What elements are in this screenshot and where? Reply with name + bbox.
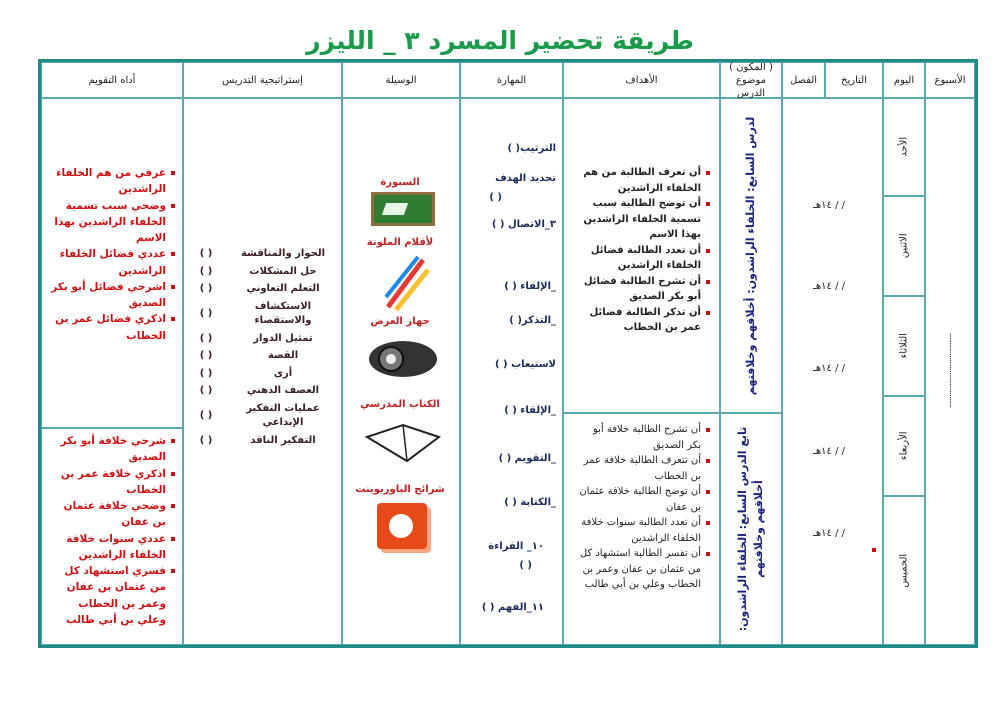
strategy-mark: ( ) bbox=[199, 283, 213, 294]
strategy-mark: ( ) bbox=[199, 385, 213, 396]
strategy-label: تمثيل الدوار bbox=[253, 332, 313, 344]
date-value: / / ١٤هـ bbox=[812, 446, 846, 457]
evaluation-list bbox=[48, 433, 176, 628]
objectives-cell bbox=[563, 413, 720, 645]
skill-item: ١٠_ القراءة bbox=[488, 541, 544, 552]
objective-item: أن تعدد الطالبة سنوات خلافة الخلفاء الراشدين bbox=[578, 515, 711, 546]
strategy-item bbox=[188, 300, 337, 329]
skill-item: ( ) bbox=[489, 192, 502, 203]
objectives-list bbox=[578, 165, 711, 336]
strategy-mark: ( ) bbox=[199, 332, 213, 344]
blackboard-icon bbox=[371, 192, 435, 226]
strategy-item bbox=[188, 367, 337, 382]
day-label: الثلاثاء bbox=[898, 333, 910, 359]
skill-item: تحديد الهدف bbox=[495, 173, 556, 184]
evaluation-item: وضحي خلافة عثمان بن عفان bbox=[48, 498, 176, 531]
header-subject-line2: موضوع الدرس bbox=[735, 74, 767, 99]
skill-item: _الإلقاء ( ) bbox=[504, 281, 556, 292]
strategy-label: التفكير الناقد bbox=[250, 434, 316, 446]
day-cell bbox=[883, 496, 925, 645]
evaluation-cell bbox=[41, 428, 183, 645]
strategy-label: القصة bbox=[267, 350, 299, 361]
objective-item: أن توضح الطالبة سبب تسمية الخلفاء الراشدين بهذا الاسم bbox=[578, 196, 711, 243]
strategy-cell bbox=[183, 98, 342, 645]
objective-item: أن تتعرف الطالبة خلافة عمر بن الخطاب bbox=[578, 453, 711, 484]
strategy-item bbox=[188, 247, 337, 262]
evaluation-item: شرحي خلافة أبو بكر الصديق bbox=[48, 433, 176, 466]
header-skill: المهارة bbox=[460, 62, 563, 98]
evaluation-item: عددي فضائل الخلفاء الراشدين bbox=[48, 246, 176, 279]
subject-text: تابع الدرس السابع: الخلفاء الراشدون: أخلاقهم وخلافتهم bbox=[736, 426, 765, 632]
header-class: الفصل bbox=[782, 62, 825, 98]
objectives-cell bbox=[563, 98, 720, 413]
strategy-label: الاستكشاف والاستقصاء bbox=[254, 300, 312, 326]
evaluation-item: عددي سنوات خلافة الخلفاء الراشدين bbox=[48, 531, 176, 564]
objective-item: أن تعرف الطالبة من هم الخلفاء الراشدين bbox=[578, 165, 711, 196]
page-title: طريقة تحضير المسرد ٣ _ الليزر bbox=[306, 26, 694, 55]
strategy-item bbox=[188, 332, 337, 347]
header-subject bbox=[720, 62, 782, 98]
evaluation-cell bbox=[41, 98, 183, 428]
objectives-list bbox=[578, 422, 711, 593]
header-objectives: الأهداف bbox=[563, 62, 720, 98]
evaluation-list bbox=[48, 165, 176, 344]
date-value: / / ١٤هـ bbox=[812, 200, 846, 211]
week-value: ........................................ bbox=[944, 333, 955, 409]
day-label: الخميس bbox=[898, 553, 910, 588]
strategy-list bbox=[188, 247, 337, 448]
objective-item: أن تشرح الطالبة فضائل أبو بكر الصديق bbox=[578, 274, 711, 305]
date-value: / / ١٤هـ bbox=[812, 281, 846, 292]
strategy-label: حل المشكلات bbox=[249, 265, 317, 277]
strategy-label: أرى bbox=[273, 367, 293, 379]
evaluation-item: وضحي سبب تسمية الخلفاء الراشدين بهذا الاسم bbox=[48, 198, 176, 247]
colored-pencils-icon bbox=[378, 252, 433, 312]
media-label: لأقلام الملونة bbox=[366, 237, 434, 248]
media-cell bbox=[342, 98, 460, 645]
powerpoint-icon bbox=[377, 503, 427, 549]
day-label: الأحد bbox=[898, 136, 910, 157]
media-label: جهاز العرض bbox=[370, 316, 430, 327]
skill-item: الترتيب( ) bbox=[507, 143, 556, 154]
day-cell bbox=[883, 396, 925, 496]
strategy-mark: ( ) bbox=[199, 409, 213, 421]
day-cell bbox=[883, 98, 925, 196]
header-week: الأسبوع bbox=[925, 62, 975, 98]
subject-text: لدرس السابع: الخلفاء الراشدون: أخلاقهم وخلافتهم bbox=[744, 116, 757, 396]
strategy-mark: ( ) bbox=[199, 350, 213, 361]
evaluation-item: عرفي من هم الخلفاء الراشدين bbox=[48, 165, 176, 198]
day-cell bbox=[883, 196, 925, 296]
header-strategy: إستراتيجية التدريس bbox=[183, 62, 342, 98]
skill-item: ٣_الاتصال ( ) bbox=[491, 219, 556, 230]
strategy-item bbox=[188, 402, 337, 431]
header-subject-line1: ( المكون ) bbox=[729, 61, 773, 73]
header-date: التاريخ bbox=[825, 62, 883, 98]
strategy-item bbox=[188, 384, 337, 399]
evaluation-item: اشرحي فضائل أبو بكر الصديق bbox=[48, 279, 176, 312]
strategy-mark: ( ) bbox=[199, 367, 213, 379]
media-label: شرائح الباوربوينت bbox=[355, 484, 445, 495]
projector-icon bbox=[365, 331, 441, 381]
week-cell bbox=[925, 98, 975, 645]
strategy-item bbox=[188, 282, 337, 297]
objective-item: أن تفسر الطالبة استشهاد كل من عثمان بن عفان وعمر بن الخطاب وعلي بن أبي طالب bbox=[578, 546, 711, 593]
media-label: السبورة bbox=[380, 177, 420, 188]
strategy-mark: ( ) bbox=[199, 307, 213, 319]
day-label: الأربعاء bbox=[898, 431, 910, 461]
media-label: الكتاب المدرسي bbox=[360, 399, 440, 410]
skill-item: _الكتابة ( ) bbox=[504, 497, 556, 508]
evaluation-item: اذكري فضائل عمر بن الخطاب bbox=[48, 311, 176, 344]
header-day: اليوم bbox=[883, 62, 925, 98]
evaluation-item: فسري استشهاد كل من عثمان بن عفان وعمر بن الخطاب وعلي بن أبي طالب bbox=[48, 563, 176, 628]
skill-item: لاستيعاب ( ) bbox=[495, 359, 556, 370]
skills-cell bbox=[460, 98, 563, 645]
strategy-item bbox=[188, 349, 337, 364]
strategy-mark: ( ) bbox=[199, 265, 213, 277]
objective-item: أن تعدد الطالبة فضائل الخلفاء الراشدين bbox=[578, 243, 711, 274]
skill-item: _التذكر( ) bbox=[509, 315, 556, 326]
day-cell bbox=[883, 296, 925, 396]
strategy-mark: ( ) bbox=[199, 434, 213, 446]
day-label: الاثنين bbox=[898, 233, 910, 259]
textbook-icon bbox=[363, 417, 443, 469]
subject-cell bbox=[720, 98, 782, 413]
objective-item: أن تشرح الطالبة خلافة أبو بكر الصديق bbox=[578, 422, 711, 453]
strategy-item bbox=[188, 265, 337, 280]
strategy-label: التعلم التعاوني bbox=[246, 283, 320, 294]
header-evaluation: أداه التقويم bbox=[41, 62, 183, 98]
date-class-cell bbox=[782, 98, 883, 645]
strategy-label: العصف الذهني bbox=[246, 385, 320, 396]
strategy-mark: ( ) bbox=[199, 248, 213, 259]
strategy-item bbox=[188, 434, 337, 449]
date-value: / / ١٤هـ bbox=[812, 363, 846, 374]
evaluation-item: اذكري خلافة عمر بن الخطاب bbox=[48, 466, 176, 499]
skill-item: _التقويم ( ) bbox=[498, 453, 556, 464]
date-value: / / ١٤هـ bbox=[812, 528, 846, 539]
skill-item: ( ) bbox=[519, 560, 532, 571]
skill-item: ١١_الفهم ( ) bbox=[481, 602, 544, 613]
header-media: الوسيلة bbox=[342, 62, 460, 98]
subject-cell bbox=[720, 413, 782, 645]
strategy-label: عمليات التفكير الإبداعي bbox=[246, 402, 320, 428]
objective-item: أن توضح الطالبة خلافة عثمان بن عفان bbox=[578, 484, 711, 515]
objective-item: أن تذكر الطالبة فضائل عمر بن الخطاب bbox=[578, 305, 711, 336]
skill-item: _الإلقاء ( ) bbox=[504, 405, 556, 416]
strategy-label: الحوار والمناقشة bbox=[240, 248, 326, 259]
